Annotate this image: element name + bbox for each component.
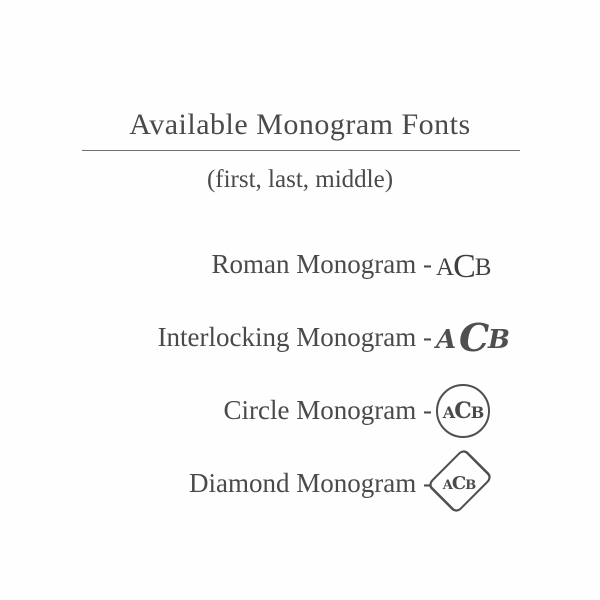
monogram-letter-middle: B	[488, 324, 510, 355]
roman-monogram-sample	[436, 234, 528, 296]
monogram-letter-middle: B	[470, 402, 484, 422]
title-underline	[82, 150, 520, 151]
circle-monogram-sample	[436, 380, 528, 442]
monogram-letter-last: C	[454, 397, 471, 424]
monogram-style-label: Roman Monogram -	[211, 249, 432, 279]
monogram-letter-first: A	[436, 324, 457, 355]
monogram-letter-first: A	[442, 478, 452, 493]
monogram-letter-last: C	[459, 314, 490, 360]
circle-outline	[436, 384, 490, 438]
list-item	[0, 301, 600, 374]
page-subtitle: (first, last, middle)	[206, 166, 394, 193]
page-title: Available Monogram Fonts	[129, 108, 471, 141]
monogram-style-label: Diamond Monogram -	[189, 468, 432, 498]
list-item	[0, 447, 600, 520]
monogram-style-label: Circle Monogram -	[223, 395, 432, 425]
monogram-letter-first: A	[442, 402, 455, 422]
monogram-letter-middle: B	[474, 253, 491, 281]
monogram-style-list	[0, 228, 600, 520]
diamond-monogram-sample	[436, 453, 528, 515]
monogram-style-label: Interlocking Monogram -	[157, 322, 432, 352]
interlocking-monogram-sample	[436, 307, 528, 369]
monogram-letter-middle: B	[465, 478, 476, 493]
monogram-letter-last: C	[451, 473, 466, 494]
monogram-letter-first: A	[436, 253, 454, 281]
list-item	[0, 228, 600, 301]
monogram-letter-last: C	[453, 247, 475, 285]
list-item	[0, 374, 600, 447]
